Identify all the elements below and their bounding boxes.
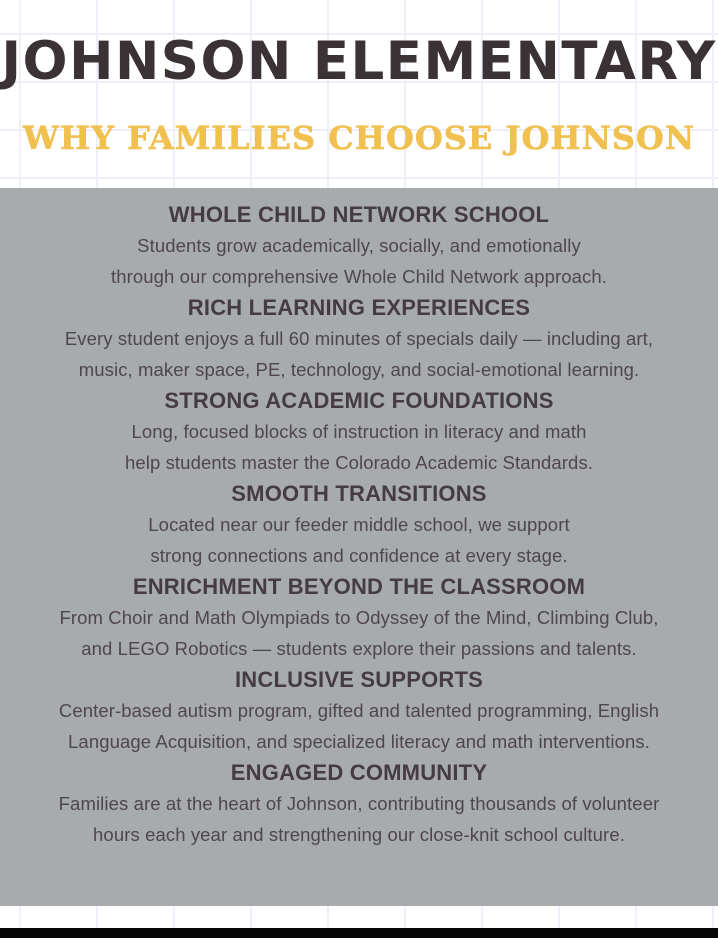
school-title: JOHNSON ELEMENTARY <box>1 31 717 92</box>
reason-section <box>7 757 711 850</box>
section-heading: STRONG ACADEMIC FOUNDATIONS <box>164 388 554 413</box>
section-heading: ENRICHMENT BEYOND THE CLASSROOM <box>132 574 586 599</box>
flyer-subtitle: WHY FAMILIES CHOOSE JOHNSON <box>22 119 696 157</box>
section-heading: SMOOTH TRANSITIONS <box>231 481 487 506</box>
reason-section <box>7 571 711 664</box>
section-heading: RICH LEARNING EXPERIENCES <box>187 295 531 320</box>
section-body: Families are at the heart of Johnson, contributing thousands of volunteer hours each year and strengthening our close-knit school culture. <box>58 793 660 845</box>
reason-section <box>7 478 711 571</box>
bottom-bar <box>0 928 718 938</box>
section-heading: ENGAGED COMMUNITY <box>230 760 488 785</box>
section-heading: INCLUSIVE SUPPORTS <box>234 667 484 692</box>
flyer-header <box>0 0 718 156</box>
reason-section <box>7 292 711 385</box>
reasons-panel <box>0 188 718 906</box>
section-body: Every student enjoys a full 60 minutes of specials daily — including art, music, maker space, PE, technology, and social-emotional learning. <box>64 328 654 380</box>
section-body: From Choir and Math Olympiads to Odyssey of the Mind, Climbing Club, and LEGO Robotics — students explore their passions and talents. <box>59 607 659 659</box>
section-body: Students grow academically, socially, and emotionally through our comprehensive Whole Child Network approach. <box>110 235 607 287</box>
reason-section <box>7 199 711 292</box>
section-body: Located near our feeder middle school, we support strong connections and confidence at every stage. <box>148 514 570 566</box>
reason-section <box>7 385 711 478</box>
reason-section <box>7 664 711 757</box>
section-body: Center-based autism program, gifted and talented programming, English Language Acquisition, and specialized literacy and math interventions. <box>58 700 660 752</box>
section-body: Long, focused blocks of instruction in literacy and math help students master the Colorado Academic Standards. <box>124 421 594 473</box>
section-heading: WHOLE CHILD NETWORK SCHOOL <box>168 202 550 227</box>
